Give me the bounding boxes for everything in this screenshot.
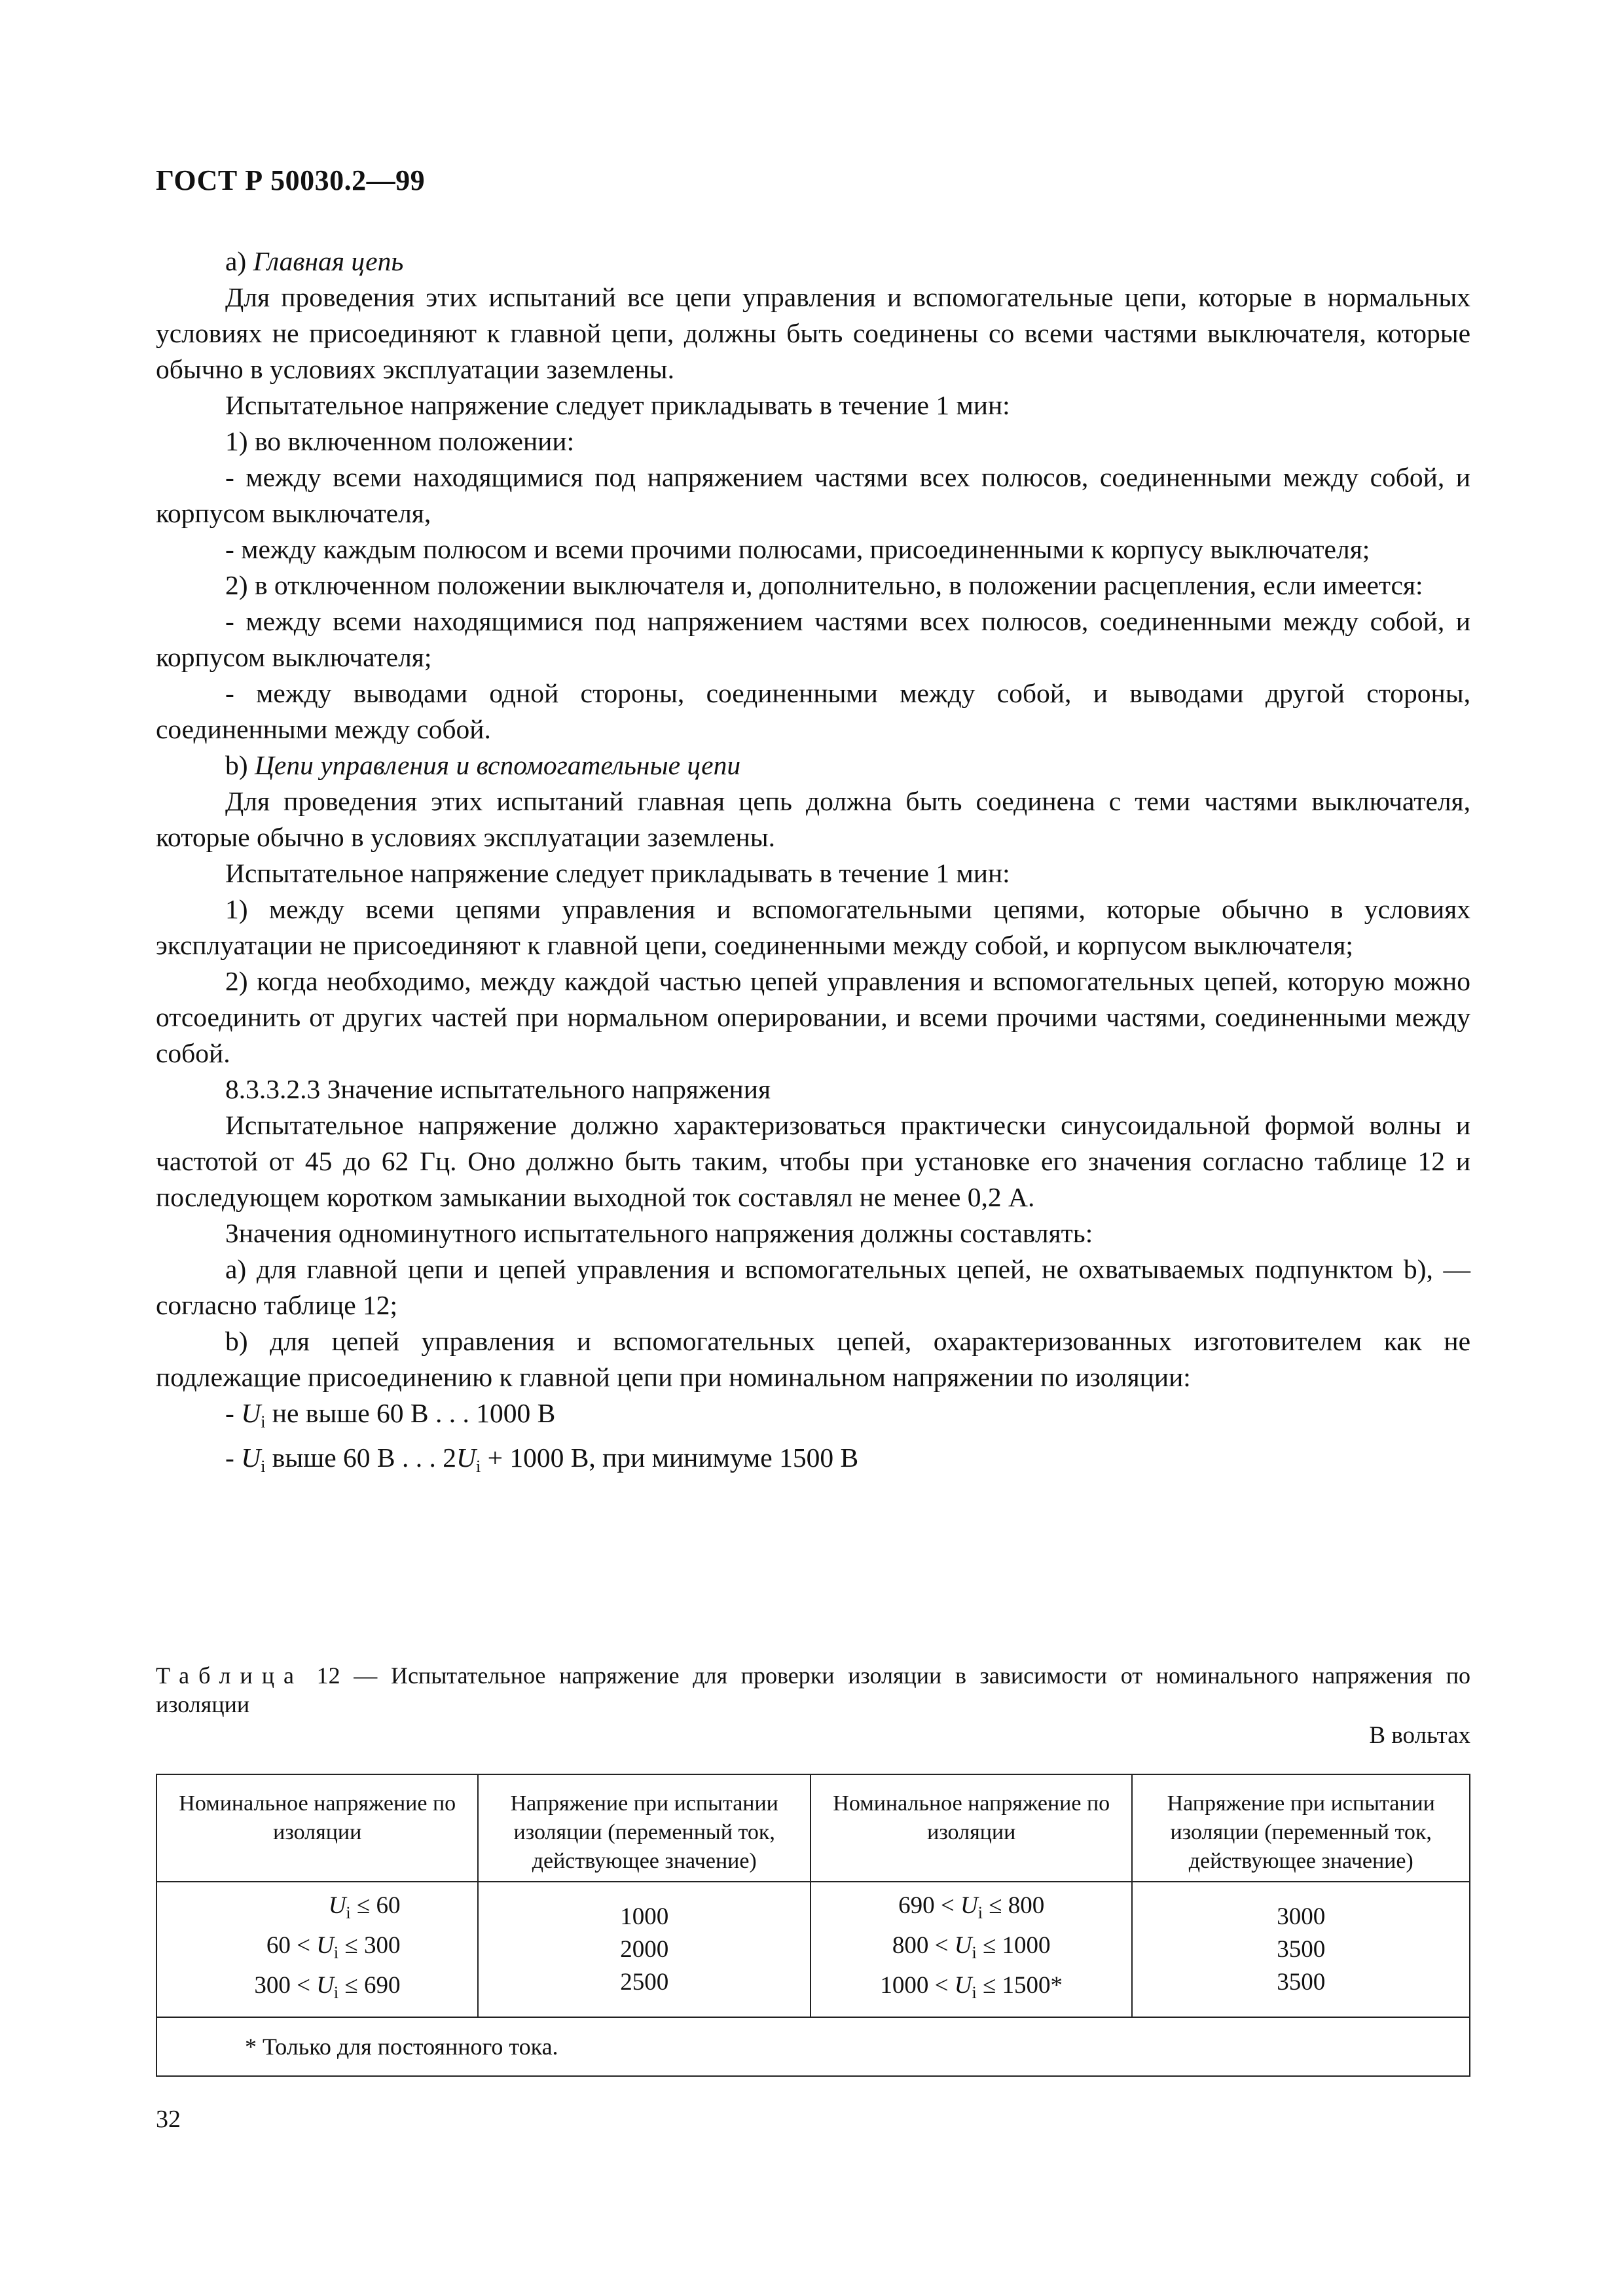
column-header: Номинальное напряжение по изоляции: [156, 1774, 478, 1882]
column-header: Напряжение при испытании изоляции (переменный ток, действующее значение): [478, 1774, 811, 1882]
paragraph: - между выводами одной стороны, соединенными между собой, и выводами другой стороны, соединенными между собой.: [156, 678, 1470, 744]
table-caption: Таблица 12 — Испытательное напряжение для проверки изоляции в зависимости от номинального напряжения по изоляции: [156, 1662, 1470, 1717]
table-footnote-row: [156, 2017, 1470, 2076]
paragraph: а) для главной цепи и цепей управления и вспомогательных цепей, не охватываемых подпунктом b), — согласно таблице 12;: [156, 1254, 1470, 1320]
paragraph: 1) во включенном положении:: [225, 426, 575, 456]
column-header: Напряжение при испытании изоляции (переменный ток, действующее значение): [1132, 1774, 1470, 1882]
paragraph: Для проведения этих испытаний главная цепь должна быть соединена с теми частями выключателя, которые обычно в условиях эксплуатации заземлены.: [156, 786, 1470, 852]
table-cell: 3000 3500 3500: [1132, 1882, 1470, 2017]
paragraph: 2) когда необходимо, между каждой частью цепей управления и вспомогательных цепей, которую можно отсоединить от других частей при нормальном оперировании, и всеми прочими частями, соединенными между собой.: [156, 966, 1470, 1068]
paragraph: Значения одноминутного испытательного напряжения должны составлять:: [225, 1218, 1093, 1248]
paragraph: 1) между всеми цепями управления и вспомогательными цепями, которые обычно в условиях эксплуатации не присоединяют к главной цепи, соединенными между собой, и корпусом выключателя;: [156, 894, 1470, 960]
paragraph: b) Цепи управления и вспомогательные цепи: [225, 750, 741, 780]
list-item: - $U_i$ не выше 60 В . . . 1000 В: [225, 1398, 556, 1431]
paragraph: Для проведения этих испытаний все цепи управления и вспомогательные цепи, которые в нормальных условиях не присоединяют к главной цепи, должны быть соединены со всеми частями выключателя, которые обычно в условиях эксплуатации заземлены.: [156, 282, 1470, 384]
body-text: [156, 243, 1470, 1484]
page-number: 32: [156, 2106, 181, 2133]
paragraph: Испытательное напряжение должно характеризоваться практически синусоидальной формой волны и частотой от 45 до 62 Гц. Оно должно быть таким, чтобы при установке его значения согласно таблице 12 и последующем коротком замыкании выходной ток составлял не менее 0,2 А.: [156, 1110, 1470, 1212]
table-cell: 1000 2000 2500: [478, 1882, 811, 2017]
voltage-table: [156, 1774, 1470, 2077]
paragraph: Испытательное напряжение следует прикладывать в течение 1 мин:: [225, 858, 1010, 888]
table-footnote: * Только для постоянного тока.: [156, 2017, 1470, 2076]
table-cell: $690 < U_i \le 800$ $800 < U_i \le 1000$ $1000 < U_i \le 1500*$: [811, 1882, 1132, 2017]
table-cell: $U_i \le 60$ $60 < U_i \le 300$ $300 < U_i \le 690$: [156, 1882, 478, 2017]
paragraph: - между всеми находящимися под напряжением частями всех полюсов, соединенными между собой, и корпусом выключателя;: [156, 606, 1470, 672]
paragraph: а) Главная цепь: [225, 246, 404, 276]
list-item: - $U_i$ выше 60 В . . . $2U_i + 1000$ В, при минимуме 1500 В: [225, 1443, 859, 1476]
table-row: [156, 1882, 1470, 2017]
table-header-row: [156, 1774, 1470, 1882]
document-header: ГОСТ Р 50030.2—99: [156, 164, 426, 196]
paragraph: - между каждым полюсом и всеми прочими полюсами, присоединенными к корпусу выключателя;: [225, 534, 1370, 564]
column-header: Номинальное напряжение по изоляции: [811, 1774, 1132, 1882]
paragraph: 2) в отключенном положении выключателя и, дополнительно, в положении расцепления, если имеется:: [225, 570, 1423, 600]
paragraph: Испытательное напряжение следует прикладывать в течение 1 мин:: [225, 390, 1010, 420]
paragraph: b) для цепей управления и вспомогательных цепей, охарактеризованных изготовителем как не подлежащие присоединению к главной цепи при номинальном напряжении по изоляции:: [156, 1326, 1470, 1392]
section-heading: 8.3.3.2.3 Значение испытательного напряжения: [225, 1074, 771, 1104]
table-units: В вольтах: [1369, 1722, 1470, 1749]
paragraph: - между всеми находящимися под напряжением частями всех полюсов, соединенными между собой, и корпусом выключателя,: [156, 462, 1470, 528]
